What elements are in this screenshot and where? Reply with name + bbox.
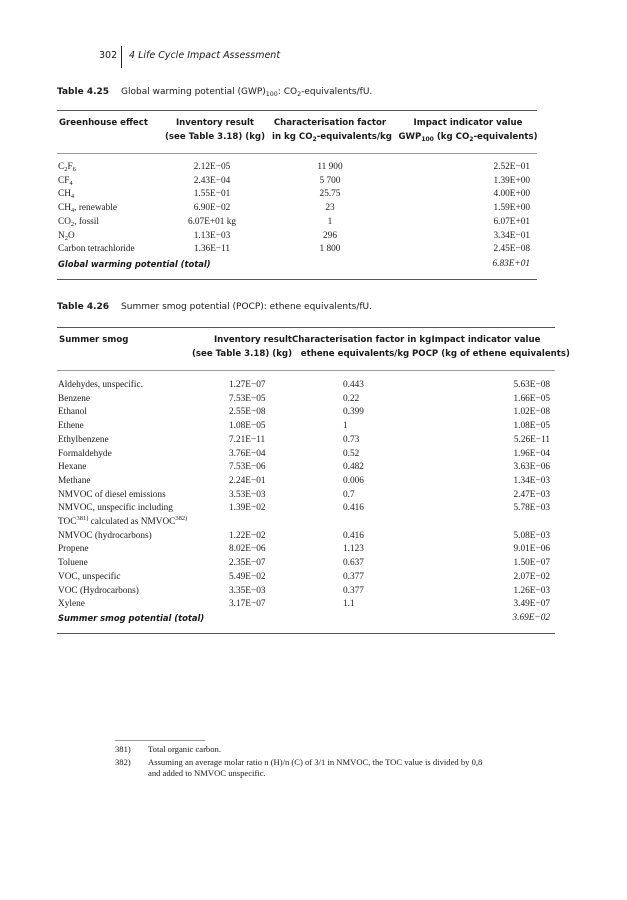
cell-value: 1.08E−05 xyxy=(513,421,550,432)
cell-factor: 296 xyxy=(323,230,337,241)
cell-substance xyxy=(58,176,73,187)
cell-factor: 0.377 xyxy=(343,571,364,582)
cell-inventory: 1.13E−03 xyxy=(193,230,231,241)
cell-factor: 5 700 xyxy=(319,175,341,186)
table-bottom-rule xyxy=(57,279,537,280)
footnote-text: Assuming an average molar ratio n (H)/n (C) of 3/1 in NMVOC, the TOC value is divided by 0,8 xyxy=(148,757,483,767)
cell-inventory: 3.35E−03 xyxy=(229,585,266,596)
cell-factor: 0.006 xyxy=(343,475,364,486)
cell-factor: 1.1 xyxy=(343,599,355,610)
substance-subscript: 4 xyxy=(69,179,73,187)
footnote-ref: 381) xyxy=(76,515,89,522)
cell-inventory: 2.43E−04 xyxy=(193,175,231,186)
substance-part: calculated as NMVOC xyxy=(88,517,176,527)
cell-inventory: 2.12E−05 xyxy=(193,162,231,172)
substance-part: CH xyxy=(58,189,71,200)
total-label: Summer smog potential (total) xyxy=(58,613,205,623)
table-row xyxy=(0,503,627,514)
table-row xyxy=(0,203,627,214)
cell-substance xyxy=(58,162,76,173)
column-header-characterisation-factor: Characterisation factor in kg $CO_2-equivalents/kg$ xyxy=(272,118,392,143)
substance-part: CH xyxy=(58,203,71,214)
table-top-rule xyxy=(57,110,537,111)
cell-inventory: 8.02E−06 xyxy=(229,544,266,555)
cell-value: 3.49E−07 xyxy=(513,599,550,610)
cell-inventory: 2.24E−01 xyxy=(229,475,266,486)
substance-part: Carbon tetrachloride xyxy=(58,244,135,255)
substance-subscript: 4 xyxy=(70,207,75,215)
cell-substance xyxy=(58,231,75,242)
table-row xyxy=(0,558,627,569)
table-row xyxy=(0,462,627,473)
cell-factor: 1 800 xyxy=(319,244,341,255)
cell-substance: NMVOC of diesel emissions xyxy=(58,489,166,500)
column-header-greenhouse-effect: Greenhouse effect xyxy=(59,118,148,128)
footnote-separator xyxy=(115,740,205,741)
cell-inventory: 6.90E−02 xyxy=(193,203,231,214)
cell-inventory: 7.53E−06 xyxy=(229,462,266,473)
substance-part: , renewable xyxy=(74,203,118,214)
table-row xyxy=(0,449,627,460)
cell-value: 1.26E−03 xyxy=(513,585,550,596)
substance-part: CF xyxy=(58,175,70,186)
cell-factor: 1.123 xyxy=(343,544,364,555)
table-row xyxy=(0,380,627,391)
substance-part: N xyxy=(58,230,65,241)
table-4-25-caption: Table 4.25 Global warming potential $(GWP)_{100}$: $CO_2-equivalents/fU$. xyxy=(57,87,373,98)
table-row xyxy=(0,531,627,542)
column-header-inventory-result: Inventory result (see Table 3.18) (kg) xyxy=(164,118,265,142)
footnote xyxy=(115,757,585,779)
substance-part: TOC xyxy=(58,517,77,527)
cell-substance: NMVOC, unspecific including xyxy=(58,503,173,514)
column-header-summer-smog: Summer smog xyxy=(59,335,129,345)
header-divider xyxy=(121,46,122,68)
table-label: Table 4.25 xyxy=(57,87,110,97)
cell-factor: 0.22 xyxy=(343,393,360,404)
substance-subscript: 6 xyxy=(72,166,76,173)
substance-part: O xyxy=(67,230,75,241)
table-row xyxy=(0,407,627,418)
table-4-26-caption: Table 4.26 Summer smog potential (POCP): ethene equivalents/fU. xyxy=(57,302,372,312)
total-value: 6.83E+01 xyxy=(492,259,530,269)
cell-substance: NMVOC (hydrocarbons) xyxy=(58,530,152,541)
footnote xyxy=(115,744,565,755)
cell-value: 6.07E+01 xyxy=(493,216,530,227)
cell-inventory: 1.55E−01 xyxy=(193,189,231,200)
table-row xyxy=(0,231,627,242)
cell-inventory: 7.53E−05 xyxy=(229,393,266,404)
column-header-impact-indicator-value: Impact indicator value POCP (kg of ethene equivalents) xyxy=(412,335,570,359)
cell-substance: Aldehydes, unspecific. xyxy=(58,380,143,390)
footnote-ref: 382) xyxy=(175,515,188,522)
table-row xyxy=(0,476,627,487)
cell-inventory: 1.27E−07 xyxy=(229,380,266,390)
cell-value: 3.63E−06 xyxy=(513,462,550,473)
cell-value: 1.34E−03 xyxy=(513,475,550,486)
cell-inventory: 2.55E−08 xyxy=(229,407,266,418)
cell-factor: 25.75 xyxy=(319,189,341,200)
substance-subscript: 4 xyxy=(70,193,75,201)
substance-part: C xyxy=(58,162,65,172)
cell-inventory: 1.08E−05 xyxy=(229,421,266,432)
table-header-rule xyxy=(57,153,537,154)
cell-value: 5.26E−11 xyxy=(513,434,550,445)
cell-value: 3.34E−01 xyxy=(493,230,530,241)
cell-value: 4.00E+00 xyxy=(493,189,530,200)
cell-factor: 0.399 xyxy=(343,407,364,418)
cell-inventory: 7.21E−11 xyxy=(229,434,266,445)
column-header-impact-indicator-value: Impact indicator value $GWP_{100}$ (kg $CO_2-equivalents$) xyxy=(398,118,538,143)
cell-substance-continued xyxy=(58,517,187,528)
substance-subscript: 2 xyxy=(70,220,75,228)
cell-substance: Formaldehyde xyxy=(58,448,112,459)
cell-factor: 23 xyxy=(325,203,335,214)
cell-substance: Ethylbenzene xyxy=(58,434,109,445)
total-label: Global warming potential (total) xyxy=(58,259,211,269)
cell-inventory: 1.36E−11 xyxy=(193,244,231,255)
cell-inventory: 1.39E−02 xyxy=(229,503,266,514)
page-number: 302 xyxy=(99,50,118,61)
cell-inventory: 3.53E−03 xyxy=(229,489,266,500)
cell-value: 2.07E−02 xyxy=(513,571,550,582)
table-row xyxy=(0,599,627,610)
table-row xyxy=(0,217,627,228)
table-header-rule xyxy=(57,370,555,371)
cell-inventory: 3.17E−07 xyxy=(229,599,266,610)
substance-part: CO xyxy=(58,216,71,227)
cell-value: 5.78E−03 xyxy=(513,503,550,514)
cell-factor: 1 xyxy=(327,216,333,227)
table-bottom-rule xyxy=(57,633,555,634)
total-value: 3.69E−02 xyxy=(512,613,550,623)
cell-value: 1.02E−08 xyxy=(513,407,550,418)
cell-factor: 0.637 xyxy=(343,558,364,569)
cell-substance: Benzene xyxy=(58,393,91,404)
cell-substance xyxy=(58,189,74,200)
cell-factor: 0.416 xyxy=(343,503,364,514)
cell-value: 9.01E−06 xyxy=(513,544,550,555)
cell-value: 1.50E−07 xyxy=(513,558,550,569)
cell-value: 2.47E−03 xyxy=(513,489,550,500)
cell-substance: Xylene xyxy=(58,599,85,610)
cell-substance: Ethene xyxy=(58,421,84,432)
cell-factor: 0.416 xyxy=(343,530,364,541)
table-row xyxy=(0,244,627,255)
cell-value: 5.63E−08 xyxy=(513,380,550,390)
table-row xyxy=(0,544,627,555)
table-row xyxy=(0,572,627,583)
substance-part: , fossil xyxy=(74,216,99,227)
cell-substance: Hexane xyxy=(58,462,87,473)
cell-inventory: 2.35E−07 xyxy=(229,558,266,569)
cell-substance: VOC (Hydrocarbons) xyxy=(58,585,139,596)
table-row xyxy=(0,490,627,501)
cell-factor: 0.52 xyxy=(343,448,360,459)
cell-factor: 0.73 xyxy=(343,434,360,445)
cell-value: 5.08E−03 xyxy=(513,530,550,541)
cell-factor: 0.482 xyxy=(343,462,364,473)
table-row xyxy=(0,176,627,187)
cell-value: 1.66E−05 xyxy=(513,393,550,404)
cell-inventory: 6.07E+01 kg xyxy=(187,216,237,227)
cell-substance: Ethanol xyxy=(58,407,87,418)
table-row xyxy=(0,421,627,432)
cell-substance: Methane xyxy=(58,475,91,486)
chapter-title: 4 Life Cycle Impact Assessment xyxy=(129,50,281,61)
cell-substance: Toluene xyxy=(58,558,88,569)
column-header-inventory-result: Inventory result (see Table 3.18) (kg) xyxy=(191,335,292,359)
table-top-rule xyxy=(57,327,555,328)
substance-subscript: 2 xyxy=(64,166,68,173)
cell-value: 2.52E−01 xyxy=(493,162,530,172)
footnote-number: 382) xyxy=(115,757,131,767)
table-row xyxy=(0,517,627,528)
cell-substance: Propene xyxy=(58,544,89,555)
cell-factor: 11 900 xyxy=(317,162,343,172)
substance-part: F xyxy=(67,162,73,172)
cell-factor: 0.377 xyxy=(343,585,364,596)
cell-substance: VOC, unspecific xyxy=(58,571,121,582)
cell-inventory: 5.49E−02 xyxy=(229,571,266,582)
footnote-text-continued: and added to NMVOC unspecific. xyxy=(148,768,266,778)
column-header-characterisation-factor: Characterisation factor in kg ethene equivalents/kg xyxy=(292,335,432,359)
table-row xyxy=(0,586,627,597)
cell-substance xyxy=(58,203,117,214)
cell-factor: 0.443 xyxy=(343,380,364,390)
cell-factor: 1 xyxy=(343,421,348,432)
table-row xyxy=(0,394,627,405)
cell-inventory: 1.22E−02 xyxy=(229,530,266,541)
footnote-number: 381) xyxy=(115,744,131,754)
cell-value: 2.45E−08 xyxy=(493,244,530,255)
cell-factor: 0.7 xyxy=(343,489,355,500)
cell-value: 1.39E+00 xyxy=(493,175,530,186)
cell-substance xyxy=(58,217,99,228)
cell-value: 1.96E−04 xyxy=(513,448,550,459)
cell-substance xyxy=(58,244,135,255)
table-row xyxy=(0,435,627,446)
table-row xyxy=(0,162,627,173)
table-label: Table 4.26 xyxy=(57,302,110,312)
footnote-text: Total organic carbon. xyxy=(148,744,221,754)
cell-value: 1.59E+00 xyxy=(493,203,530,214)
substance-subscript: 2 xyxy=(64,234,68,242)
cell-inventory: 3.76E−04 xyxy=(229,448,266,459)
table-row xyxy=(0,189,627,200)
